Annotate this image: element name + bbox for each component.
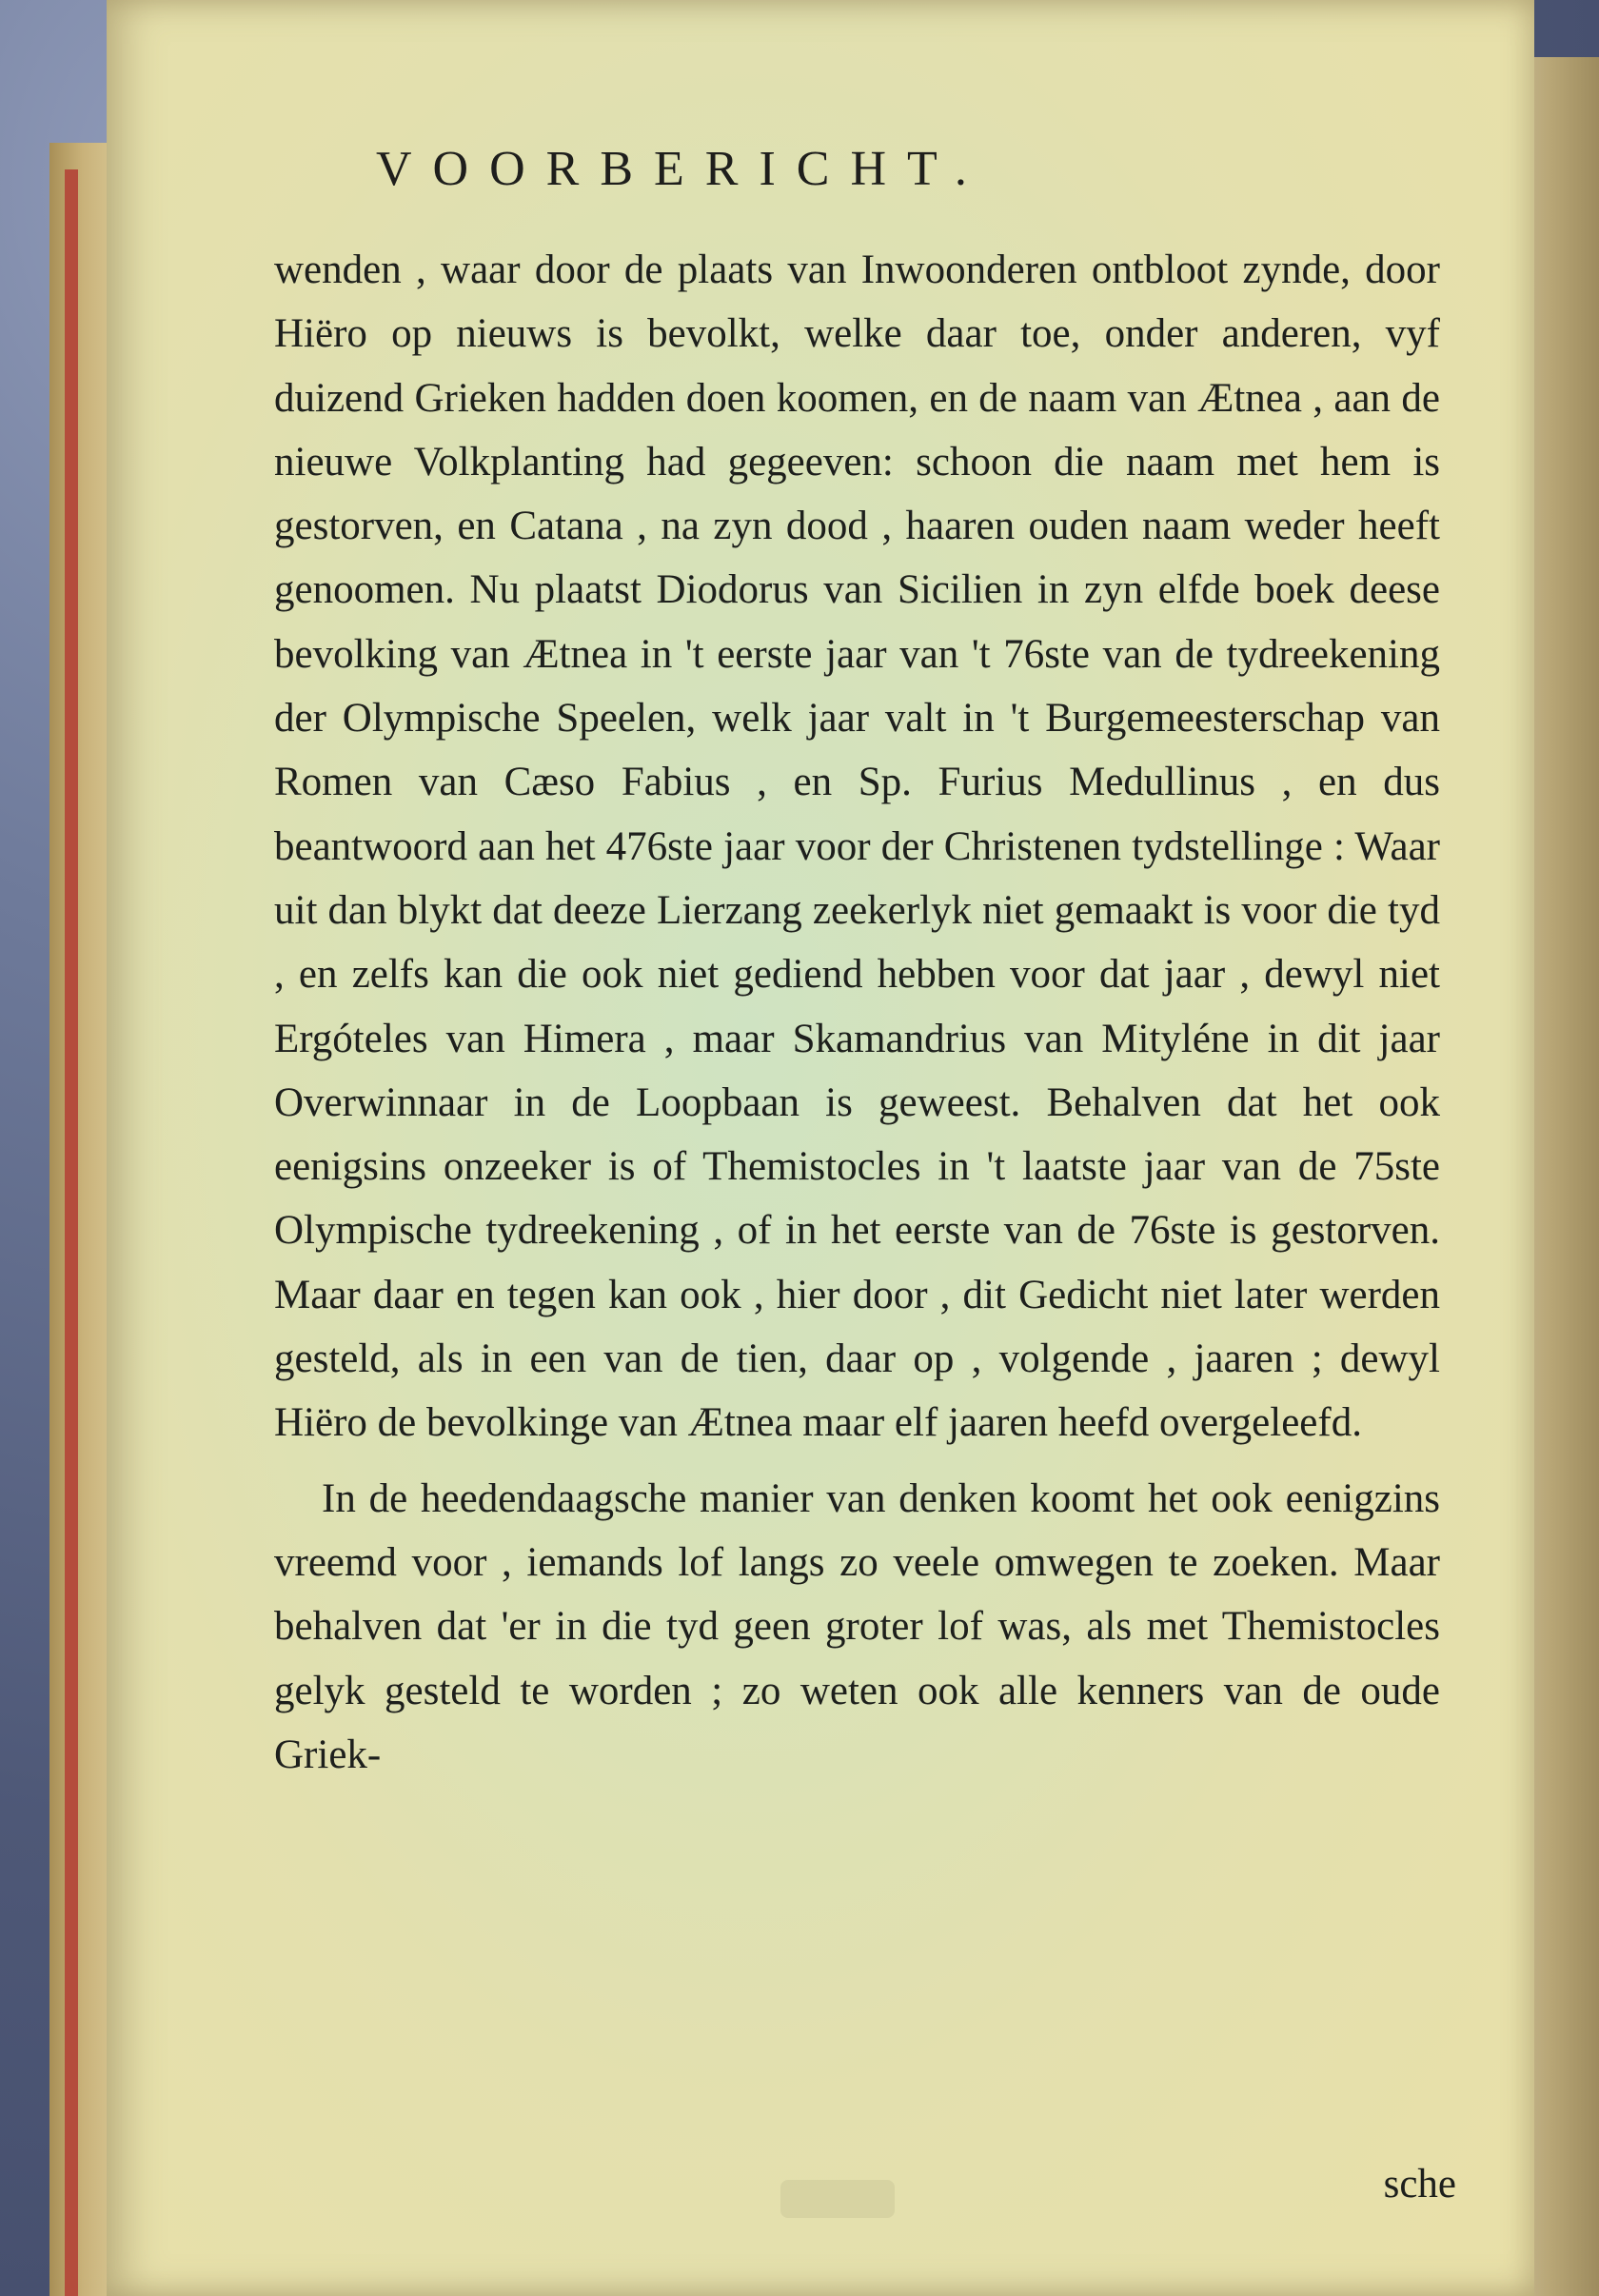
signature-mark-shadow [780,2180,895,2218]
catchword: sche [1383,2162,1456,2207]
running-head: VOORBERICHT. [376,142,988,196]
paragraph-1: wenden , waar door de plaats van Inwoonderen ontbloot zynde, door Hiëro op nieuws is bevolkt, welke daar toe, onder anderen, vyf duizend Grieken hadden doen koomen, en de naam van Ætnea , aan de nieuwe Volkplanting had gegeeven: schoon die naam met hem is gestorven, en Catana , na zyn dood , haaren ouden naam weder heeft genoomen. Nu plaatst Diodorus van Sicilien in zyn elfde boek deese bevolking van Ætnea in 't eerste jaar van 't 76ste van de tydreekening der Olympische Speelen, welk jaar valt in 't Burgemeesterschap van Romen van Cæso Fabius , en Sp. Furius Medullinus , en dus beantwoord aan het 476ste jaar voor der Christenen tydstellinge : Waar uit dan blykt dat deeze Lierzang zeekerlyk niet gemaakt is voor die tyd , en zelfs kan die ook niet gediend hebben voor dat jaar , dewyl niet Ergóteles van Himera , maar Skamandrius van Mityléne in dit jaar Overwinnaar in de Loopbaan is geweest. Behalven dat het ook eenigsins onzeeker is of Themistocles in 't laatste jaar van de 75ste Olympische tydreekening , of in het eerste van de 76ste is gestorven. Maar daar en tegen kan ook , hier door , dit Gedicht niet later werden gesteld, als in een van de tien, daar op , volgende , jaaren ; dewyl Hiëro de bevolkinge van Ætnea maar elf jaaren heefd overgeleefd. [274,247,1440,1446]
book-cover-strip [65,169,78,2296]
paragraph-2: In de heedendaagsche manier van denken koomt het ook eenigzins vreemd voor , iemands lof langs zo veele omwegen te zoeken. Maar behalven dat 'er in die tyd geen groter lof was, als met Themistocles gelyk gesteld te worden ; zo weten ook alle kenners van de oude Griek- [274,1475,1440,1777]
body-text [274,238,1440,1787]
